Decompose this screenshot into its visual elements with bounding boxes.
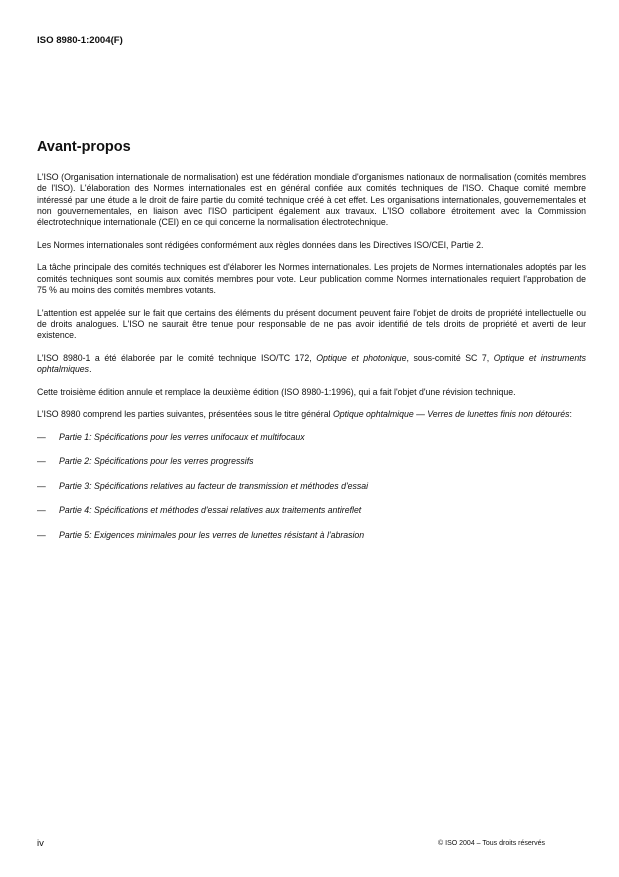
paragraph-patent-notice: L'attention est appelée sur le fait que certains des éléments du présent document peuvent faire l'objet de droits de propriété intellectuelle ou de droits analogues. L'ISO ne saurait être tenue pour responsable de ne pas avoir identifié de tels droits de propriété et averti de leur existence. bbox=[37, 307, 586, 341]
sc-name: Optique et instruments ophtalmiques bbox=[37, 352, 586, 375]
paragraph-committee bbox=[37, 353, 586, 376]
dash-bullet: — bbox=[37, 480, 46, 491]
part-title: Partie 5: Exigences minimales pour les verres de lunettes résistant à l'abrasion bbox=[59, 529, 365, 540]
list-item bbox=[37, 530, 586, 555]
text: . bbox=[89, 364, 92, 375]
paragraph-directives: Les Normes internationales sont rédigées conformément aux règles données dans les Directives ISO/CEI, Partie 2. bbox=[37, 239, 484, 250]
text: : bbox=[569, 409, 572, 420]
page-number: iv bbox=[37, 838, 44, 849]
part-title: Partie 1: Spécifications pour les verres unifocaux et multifocaux bbox=[59, 431, 305, 442]
dash-bullet: — bbox=[37, 529, 46, 540]
general-title: Optique ophtalmique — Verres de lunettes finis non détourés bbox=[332, 409, 570, 420]
dash-bullet: — bbox=[37, 505, 46, 516]
list-item bbox=[37, 481, 586, 506]
part-title: Partie 2: Spécifications pour les verres progressifs bbox=[59, 456, 254, 467]
list-item bbox=[37, 456, 586, 481]
document-id-header: ISO 8980-1:2004(F) bbox=[37, 35, 123, 46]
list-item bbox=[37, 505, 586, 530]
tc-name: Optique et photonique bbox=[316, 352, 407, 363]
paragraph-iso-intro: L'ISO (Organisation internationale de normalisation) est une fédération mondiale d'organismes nationaux de normalisation (comités membres de l'ISO). L'élaboration des Normes internationales est en général confiée aux comités techniques de l'ISO. Chaque comité membre intéressé par une étude a le droit de faire partie du comité technique créé à cet effet. Les organisations internationales, gouvernementales et non gouvernementales, en liaison avec l'ISO participent également aux travaux. L'ISO collabore étroitement avec la Commission électrotechnique internationale (CEI) en ce qui concerne la normalisation électrotechnique. bbox=[37, 172, 586, 228]
dash-bullet: — bbox=[37, 456, 46, 467]
part-title: Partie 3: Spécifications relatives au facteur de transmission et méthodes d'essai bbox=[59, 480, 369, 491]
text: L'ISO 8980 comprend les parties suivantes, présentées sous le titre général bbox=[37, 409, 333, 420]
copyright-notice: © ISO 2004 – Tous droits réservés bbox=[438, 840, 545, 847]
list-item bbox=[37, 432, 586, 457]
paragraph-edition: Cette troisième édition annule et remplace la deuxième édition (ISO 8980-1:1996), qui a fait l'objet d'une révision technique. bbox=[37, 386, 516, 397]
paragraph-parts-intro bbox=[37, 409, 586, 420]
foreword-body bbox=[37, 172, 586, 554]
paragraph-main-task: La tâche principale des comités techniques est d'élaborer les Normes internationales. Les projets de Normes internationales adoptés par les comités techniques sont soumis aux comités membres pour vote. Leur publication comme Normes internationales requiert l'approbation de 75 % au moins des comités membres votants. bbox=[37, 262, 586, 295]
text: , sous-comité SC 7, bbox=[406, 352, 494, 363]
parts-list bbox=[37, 432, 586, 555]
text: L'ISO 8980-1 a été élaborée par le comité technique ISO/TC 172, bbox=[37, 352, 317, 363]
part-title: Partie 4: Spécifications et méthodes d'essai relatives aux traitements antireflet bbox=[59, 505, 362, 516]
dash-bullet: — bbox=[37, 431, 46, 442]
section-title: Avant-propos bbox=[37, 139, 131, 155]
